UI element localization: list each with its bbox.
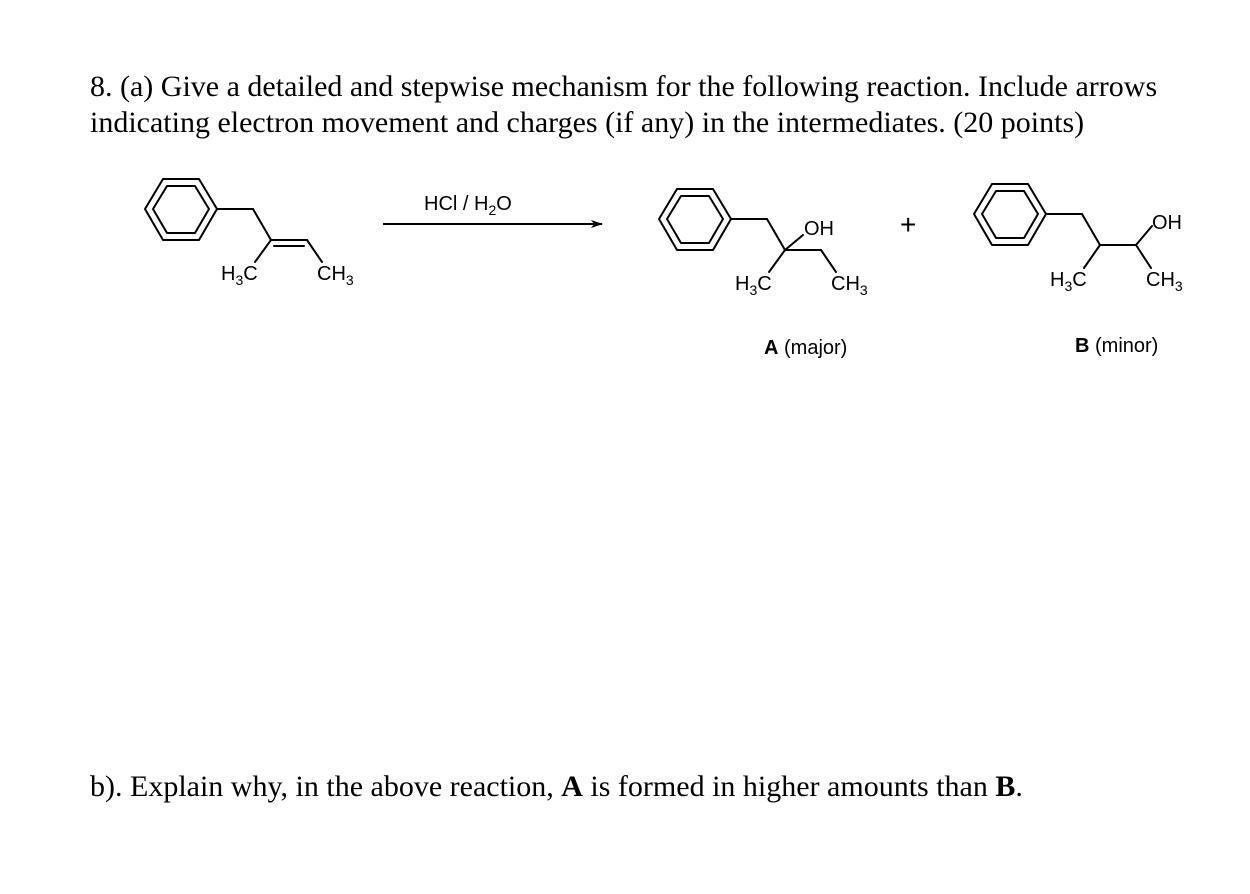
product-b [974,184,1183,357]
bond [253,209,271,240]
product-b-caption: B (minor) [1075,335,1159,357]
ch3-label: CH3 [317,263,354,288]
h3c-label: H3C [735,273,772,298]
part-b-a: A [561,770,583,803]
bond [785,235,803,250]
product-a-caption: A (major) [764,337,848,359]
reagent-label: HCl / H2O [424,193,512,218]
ch3-label: CH3 [831,273,868,298]
part-b-mid: is formed in higher amounts than [582,770,996,803]
h3c-label: H3C [1050,269,1087,294]
benzene-ring [974,184,1046,245]
bond [1136,245,1151,268]
part-b-b: B [995,770,1016,803]
bond [821,250,836,272]
bond [1084,245,1100,268]
part-b-end: . [1015,770,1023,803]
bond [255,240,271,262]
bond [1136,226,1152,245]
ch3-label: CH3 [1146,269,1183,294]
bond [307,240,322,262]
benzene-ring [659,189,731,250]
starting-material [145,179,354,288]
bond [767,219,785,250]
bond [769,250,785,272]
bond [1082,214,1100,245]
reaction-arrow [383,193,602,224]
benzene-ring [145,179,217,240]
h3c-label: H3C [221,263,258,288]
oh-label: OH [804,218,834,240]
oh-label: OH [1152,212,1182,234]
question-line-1: 8. (a) Give a detailed and stepwise mechanism for the following reaction. Include arrows [90,70,1158,103]
part-b-prefix: b). Explain why, in the above reaction, [90,770,562,803]
plus-sign: + [900,209,917,240]
product-a [659,189,868,359]
question-line-2: indicating electron movement and charges (if any) in the intermediates. (20 points) [90,106,1085,139]
